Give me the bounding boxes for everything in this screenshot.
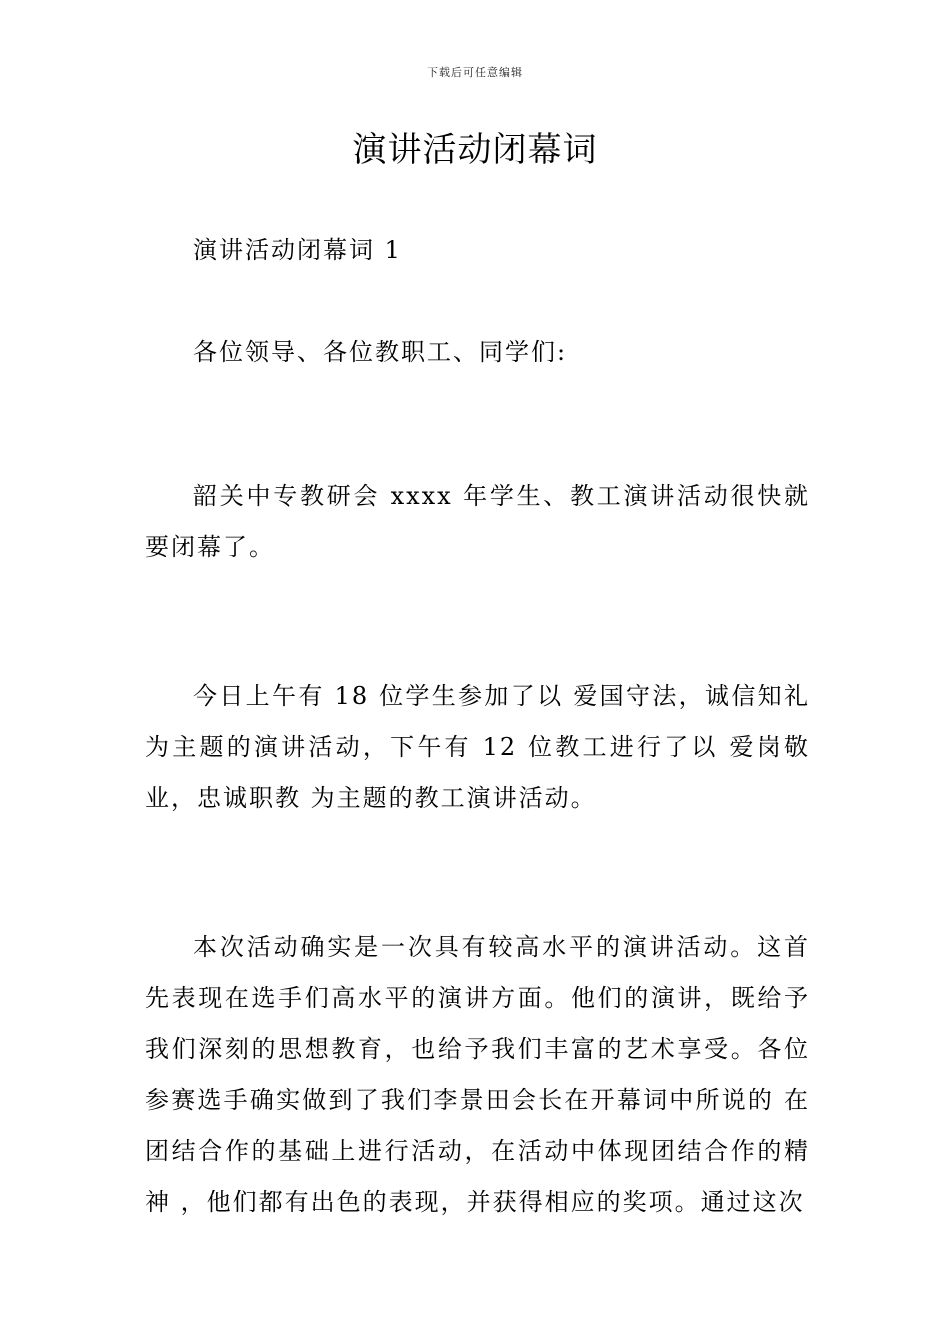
body-paragraph-3: 本次活动确实是一次具有较高水平的演讲活动。这首先表现在选手们高水平的演讲方面。他们的演讲，既给予我们深刻的思想教育，也给予我们丰富的艺术享受。各位参赛选手确实做到了我们李景田会长在开幕词中所说的 在团结合作的基础上进行活动，在活动中体现团结合作的精神 ，他们都有出色的表现，并获得相应的奖项。通过这次 (145, 933, 810, 1216)
header-note: 下载后可任意编辑 (427, 66, 523, 79)
document-title: 演讲活动闭幕词 (352, 130, 598, 170)
section-subtitle: 演讲活动闭幕词 1 (193, 236, 402, 264)
body-paragraph-1: 韶关中专教研会 xxxx 年学生、教工演讲活动很快就要闭幕了。 (145, 482, 810, 561)
greeting-paragraph: 各位领导、各位教职工、同学们: (193, 338, 568, 366)
body-paragraph-2: 今日上午有 18 位学生参加了以 爱国守法，诚信知礼为主题的演讲活动，下午有 12 位教工进行了以 爱岗敬业，忠诚职教 为主题的教工演讲活动。 (145, 682, 810, 812)
